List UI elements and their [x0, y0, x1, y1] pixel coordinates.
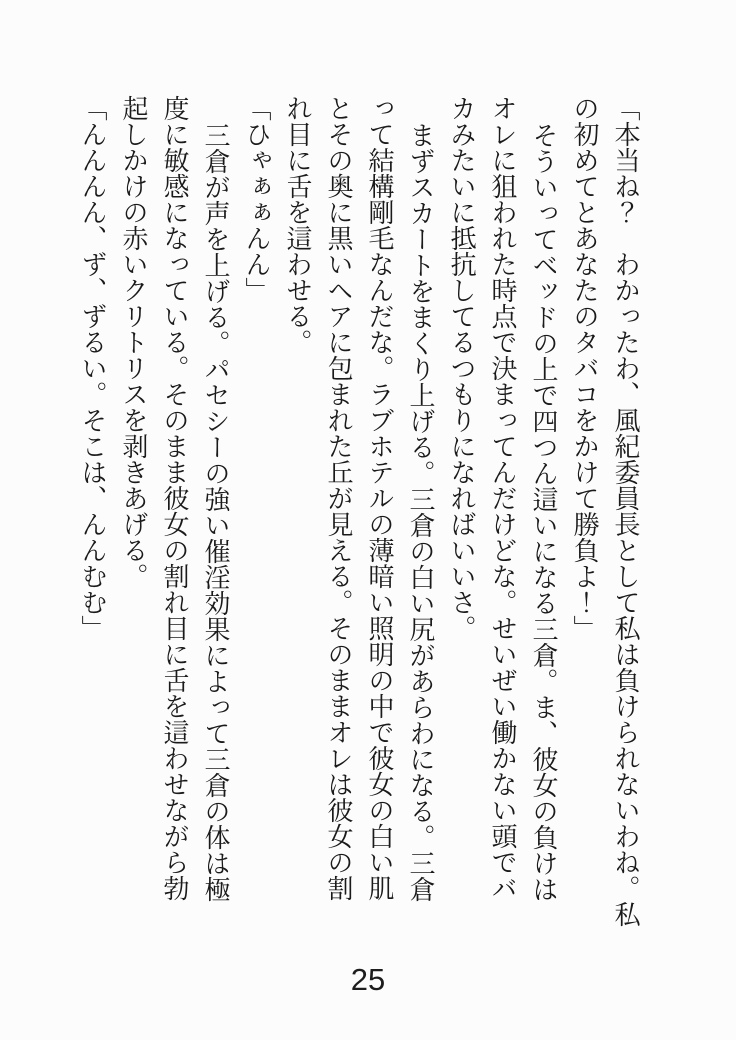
- text-line: の初めてとあなたのタバコをかけて勝負よ！」: [570, 95, 599, 641]
- text-line: 「本当ね？ わかったわ、風紀委員長として私は負けられないわね。私: [611, 95, 640, 927]
- text-line: れ目に舌を這わせる。: [283, 95, 312, 355]
- text-line: とその奥に黒いヘアに包まれた丘が見える。そのままオレは彼女の割: [324, 95, 353, 901]
- text-line: カみたいに抵抗してるつもりになればいいさ。: [447, 95, 476, 641]
- vertical-text-block: [72, 95, 646, 947]
- text-line: って結構剛毛なんだな。ラブホテルの薄暗い照明の中で彼女の白い肌: [365, 95, 394, 901]
- page-number: 25: [350, 962, 386, 997]
- text-line: そういってベッドの上で四つん這いになる三倉。ま、彼女の負けは: [529, 122, 558, 902]
- text-line: オレに狙われた時点で決まってんだけどな。せいぜい働かない頭でバ: [488, 95, 517, 901]
- text-line: 「んんんん、ず、ずるい。そこは、んんむむ」: [78, 95, 107, 641]
- text-line: まずスカートをまくり上げる。三倉の白い尻があらわになる。三倉: [406, 122, 435, 902]
- text-line: 「ひゃぁぁんん」: [242, 95, 271, 303]
- text-line: 三倉が声を上げる。パセシーの強い催淫効果によって三倉の体は極: [201, 122, 230, 902]
- text-line: 度に敏感になっている。そのまま彼女の割れ目に舌を這わせながら勃: [160, 95, 189, 901]
- text-line: 起しかけの赤いクリトリスを剥きあげる。: [119, 95, 148, 589]
